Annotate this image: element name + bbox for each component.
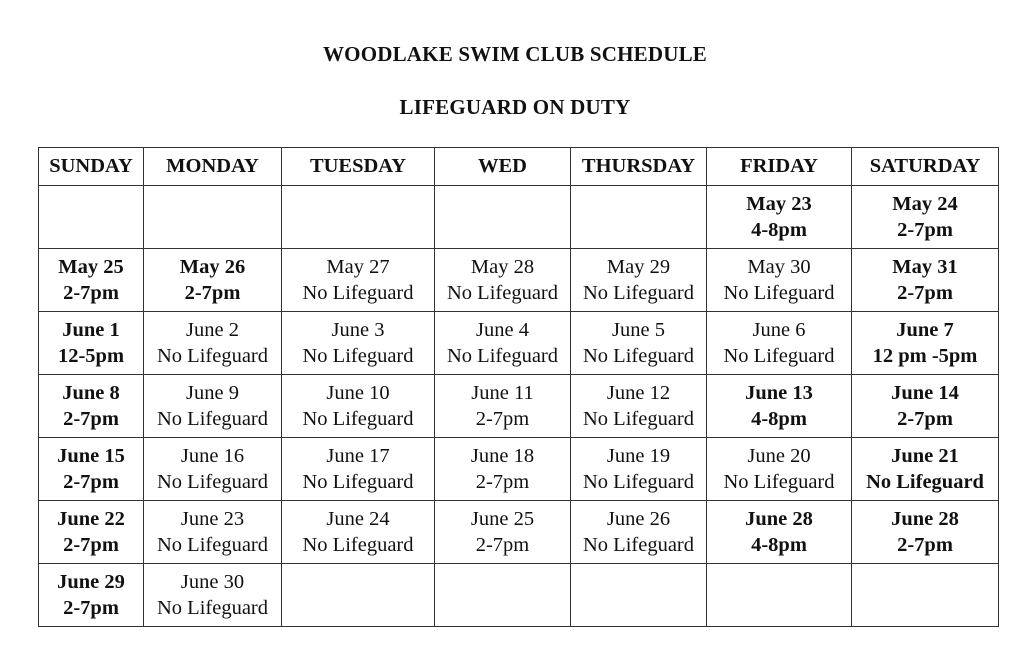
day-cell-sunday: [39, 438, 144, 501]
table-row: [39, 438, 999, 501]
day-hours: 2-7pm: [63, 597, 119, 619]
day-hours: No Lifeguard: [157, 345, 268, 367]
day-cell-thursday: [571, 501, 707, 564]
schedule-table: [38, 147, 999, 627]
day-date: June 28: [745, 508, 813, 530]
day-hours: No Lifeguard: [723, 345, 835, 367]
day-date: June 4: [476, 319, 529, 341]
day-date: May 31: [892, 256, 958, 278]
day-date: June 15: [57, 445, 125, 467]
empty-cell: [39, 186, 144, 249]
page-subtitle: LIFEGUARD ON DUTY: [399, 95, 631, 119]
day-date: June 19: [606, 445, 671, 467]
day-cell-tuesday: [282, 312, 435, 375]
day-hours: 2-7pm: [63, 534, 119, 556]
empty-cell: [282, 564, 435, 627]
day-hours: No Lifeguard: [302, 471, 414, 493]
day-cell-saturday: [852, 186, 999, 249]
table-row: [39, 312, 999, 375]
day-date: June 26: [606, 508, 671, 530]
day-cell-tuesday: [282, 438, 435, 501]
column-header-wednesday: WED: [435, 148, 571, 186]
day-hours: No Lifeguard: [302, 282, 414, 304]
day-cell-saturday: [852, 438, 999, 501]
day-hours: 4-8pm: [751, 408, 807, 430]
day-hours: No Lifeguard: [157, 408, 268, 430]
day-hours: No Lifeguard: [583, 471, 694, 493]
day-cell-friday: [707, 186, 852, 249]
day-cell-sunday: [39, 375, 144, 438]
day-hours: No Lifeguard: [302, 408, 414, 430]
day-hours: 2-7pm: [184, 282, 241, 304]
day-date: May 26: [179, 256, 246, 278]
day-date: June 9: [186, 382, 239, 404]
day-date: May 30: [747, 256, 811, 278]
column-header-tuesday: TUESDAY: [282, 148, 435, 186]
empty-cell: [282, 186, 435, 249]
day-hours: 12 pm -5pm: [872, 345, 978, 367]
day-cell-wednesday: [435, 249, 571, 312]
day-cell-friday: [707, 501, 852, 564]
day-cell-saturday: [852, 501, 999, 564]
day-date: May 24: [892, 193, 958, 215]
day-date: June 14: [891, 382, 959, 404]
day-cell-sunday: [39, 249, 144, 312]
header-row: [39, 148, 999, 186]
day-cell-saturday: [852, 375, 999, 438]
table-row: [39, 564, 999, 627]
empty-cell: [707, 564, 852, 627]
page-title: WOODLAKE SWIM CLUB SCHEDULE: [322, 42, 708, 66]
day-hours: 4-8pm: [751, 219, 807, 241]
day-date: June 24: [326, 508, 390, 530]
day-cell-thursday: [571, 312, 707, 375]
day-date: June 2: [186, 319, 239, 341]
day-cell-monday: [144, 564, 282, 627]
day-cell-sunday: [39, 312, 144, 375]
column-header-saturday: SATURDAY: [852, 148, 999, 186]
day-cell-tuesday: [282, 375, 435, 438]
day-cell-sunday: [39, 564, 144, 627]
day-hours: No Lifeguard: [447, 345, 558, 367]
day-date: June 3: [331, 319, 385, 341]
day-date: June 7: [896, 319, 954, 341]
day-date: June 6: [752, 319, 806, 341]
day-cell-monday: [144, 249, 282, 312]
day-cell-sunday: [39, 501, 144, 564]
day-date: May 28: [470, 256, 535, 278]
day-hours: No Lifeguard: [302, 534, 414, 556]
empty-cell: [571, 564, 707, 627]
day-cell-thursday: [571, 249, 707, 312]
day-cell-wednesday: [435, 438, 571, 501]
day-date: June 25: [470, 508, 535, 530]
day-hours: No Lifeguard: [583, 345, 694, 367]
day-hours: 2-7pm: [63, 408, 119, 430]
day-hours: No Lifeguard: [157, 597, 268, 619]
day-date: May 27: [326, 256, 390, 278]
day-hours: 2-7pm: [897, 408, 953, 430]
day-date: June 5: [612, 319, 665, 341]
day-date: June 11: [471, 382, 534, 404]
day-hours: No Lifeguard: [583, 408, 694, 430]
day-hours: No Lifeguard: [583, 534, 694, 556]
day-cell-friday: [707, 438, 852, 501]
day-hours: 12-5pm: [57, 345, 125, 367]
day-date: June 21: [891, 445, 959, 467]
day-date: June 23: [180, 508, 245, 530]
day-cell-saturday: [852, 312, 999, 375]
day-cell-friday: [707, 249, 852, 312]
day-cell-monday: [144, 312, 282, 375]
day-date: June 10: [326, 382, 390, 404]
day-cell-monday: [144, 501, 282, 564]
day-hours: No Lifeguard: [157, 471, 268, 493]
day-cell-friday: [707, 375, 852, 438]
column-header-monday: MONDAY: [144, 148, 282, 186]
day-cell-wednesday: [435, 375, 571, 438]
table-row: [39, 186, 999, 249]
day-hours: 2-7pm: [897, 282, 953, 304]
day-date: May 25: [58, 256, 124, 278]
day-hours: No Lifeguard: [723, 471, 835, 493]
day-date: June 30: [180, 571, 245, 593]
day-hours: No Lifeguard: [866, 471, 984, 493]
day-cell-wednesday: [435, 312, 571, 375]
empty-cell: [571, 186, 707, 249]
day-date: June 13: [745, 382, 813, 404]
day-date: May 23: [746, 193, 812, 215]
day-hours: 2-7pm: [63, 282, 119, 304]
day-cell-wednesday: [435, 501, 571, 564]
table-row: [39, 501, 999, 564]
day-date: June 22: [57, 508, 125, 530]
day-cell-thursday: [571, 438, 707, 501]
empty-cell: [435, 564, 571, 627]
table-row: [39, 375, 999, 438]
day-cell-friday: [707, 312, 852, 375]
day-date: June 29: [57, 571, 125, 593]
day-date: May 29: [606, 256, 671, 278]
empty-cell: [852, 564, 999, 627]
day-hours: No Lifeguard: [723, 282, 835, 304]
day-date: June 16: [180, 445, 245, 467]
day-date: June 18: [470, 445, 535, 467]
day-cell-saturday: [852, 249, 999, 312]
day-date: June 12: [606, 382, 671, 404]
day-hours: 2-7pm: [475, 534, 530, 556]
column-header-sunday: SUNDAY: [39, 148, 144, 186]
day-date: June 20: [747, 445, 811, 467]
day-cell-monday: [144, 438, 282, 501]
day-cell-tuesday: [282, 501, 435, 564]
day-hours: 2-7pm: [475, 408, 530, 430]
day-date: June 17: [326, 445, 390, 467]
column-header-friday: FRIDAY: [707, 148, 852, 186]
empty-cell: [435, 186, 571, 249]
day-date: June 8: [62, 382, 120, 404]
day-hours: No Lifeguard: [447, 282, 558, 304]
day-hours: No Lifeguard: [157, 534, 268, 556]
day-hours: 2-7pm: [897, 534, 953, 556]
table-row: [39, 249, 999, 312]
empty-cell: [144, 186, 282, 249]
day-hours: 2-7pm: [63, 471, 119, 493]
day-hours: No Lifeguard: [302, 345, 414, 367]
day-hours: 4-8pm: [751, 534, 807, 556]
day-cell-monday: [144, 375, 282, 438]
day-date: June 1: [62, 319, 120, 341]
day-cell-thursday: [571, 375, 707, 438]
day-hours: No Lifeguard: [583, 282, 694, 304]
day-date: June 28: [891, 508, 959, 530]
day-cell-tuesday: [282, 249, 435, 312]
day-hours: 2-7pm: [897, 219, 953, 241]
column-header-thursday: THURSDAY: [571, 148, 707, 186]
day-hours: 2-7pm: [475, 471, 530, 493]
